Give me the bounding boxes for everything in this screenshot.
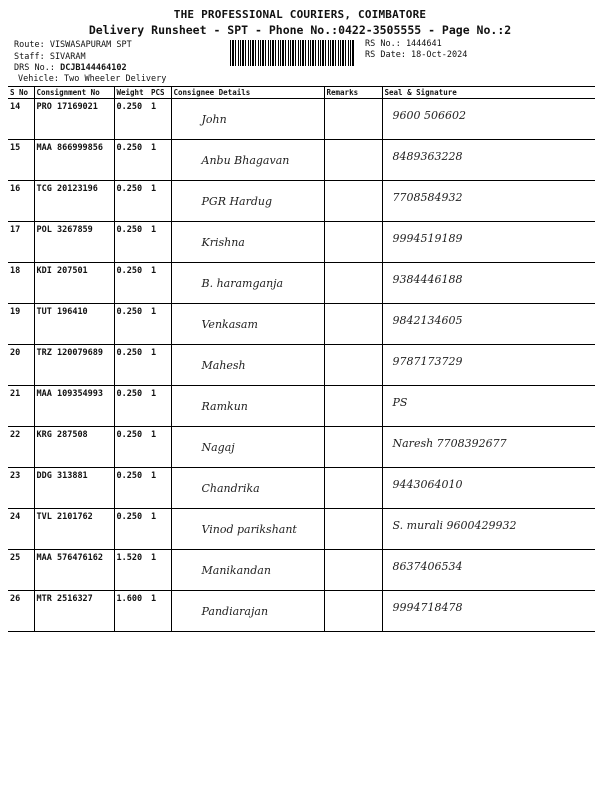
signature-handwriting: PS — [392, 396, 408, 409]
cell-consignment: MAA 866999856 — [34, 140, 114, 181]
cell-weight: 0.250 — [114, 140, 149, 181]
cell-sno: 19 — [8, 304, 34, 345]
consignee-handwriting: Venkasam — [201, 318, 258, 331]
cell-pcs: 1 — [149, 304, 171, 345]
drs-number: DCJB144464102 — [60, 63, 127, 73]
cell-consignee — [171, 263, 324, 304]
signature-handwriting: 9600 506602 — [392, 109, 466, 122]
runsheet-table — [8, 86, 595, 632]
table-row — [8, 550, 595, 591]
cell-remarks — [324, 591, 382, 632]
table-row — [8, 345, 595, 386]
col-consignee: Consignee Details — [171, 87, 324, 99]
cell-consignee — [171, 509, 324, 550]
table-row — [8, 181, 595, 222]
cell-weight: 0.250 — [114, 181, 149, 222]
cell-consignment: TCG 20123196 — [34, 181, 114, 222]
cell-sno: 23 — [8, 468, 34, 509]
table-row — [8, 386, 595, 427]
cell-sno: 22 — [8, 427, 34, 468]
signature-handwriting: Naresh 7708392677 — [392, 437, 507, 450]
signature-handwriting: 8637406534 — [392, 560, 463, 573]
cell-pcs: 1 — [149, 222, 171, 263]
cell-consignment: TVL 2101762 — [34, 509, 114, 550]
consignee-handwriting: B. haramganja — [201, 277, 284, 290]
cell-signature — [382, 427, 595, 468]
consignee-handwriting: Ramkun — [201, 400, 248, 413]
signature-handwriting: S. murali 9600429932 — [392, 519, 517, 532]
cell-weight: 0.250 — [114, 304, 149, 345]
cell-signature — [382, 468, 595, 509]
cell-pcs: 1 — [149, 386, 171, 427]
cell-pcs: 1 — [149, 99, 171, 140]
cell-consignee — [171, 468, 324, 509]
cell-sno: 15 — [8, 140, 34, 181]
cell-signature — [382, 222, 595, 263]
cell-consignment: MAA 576476162 — [34, 550, 114, 591]
cell-remarks — [324, 304, 382, 345]
cell-signature — [382, 140, 595, 181]
cell-consignee — [171, 222, 324, 263]
table-row — [8, 99, 595, 140]
cell-signature — [382, 263, 595, 304]
cell-consignment: MAA 109354993 — [34, 386, 114, 427]
consignee-handwriting: Nagaj — [201, 441, 235, 454]
cell-consignment: POL 3267859 — [34, 222, 114, 263]
col-sno: S No — [8, 87, 34, 99]
cell-weight: 0.250 — [114, 99, 149, 140]
cell-sno: 20 — [8, 345, 34, 386]
consignee-handwriting: Pandiarajan — [201, 605, 269, 618]
cell-pcs: 1 — [149, 468, 171, 509]
cell-consignee — [171, 345, 324, 386]
table-row — [8, 468, 595, 509]
staff-info: Staff: SIVARAM — [14, 52, 86, 62]
signature-handwriting: 8489363228 — [392, 150, 463, 163]
col-weight: Weight — [114, 87, 149, 99]
vehicle-info: Vehicle: Two Wheeler Delivery — [18, 74, 167, 84]
cell-signature — [382, 304, 595, 345]
cell-weight: 1.600 — [114, 591, 149, 632]
consignee-handwriting: Mahesh — [201, 359, 246, 372]
cell-remarks — [324, 386, 382, 427]
signature-handwriting: 9443064010 — [392, 478, 463, 491]
cell-weight: 1.520 — [114, 550, 149, 591]
barcode — [230, 40, 355, 66]
table-row — [8, 591, 595, 632]
table-row — [8, 263, 595, 304]
cell-sno: 26 — [8, 591, 34, 632]
consignee-handwriting: PGR Hardug — [201, 195, 273, 208]
cell-consignment: MTR 2516327 — [34, 591, 114, 632]
cell-sno: 18 — [8, 263, 34, 304]
signature-handwriting: 9994718478 — [392, 601, 463, 614]
signature-handwriting: 9842134605 — [392, 314, 463, 327]
cell-signature — [382, 99, 595, 140]
cell-remarks — [324, 550, 382, 591]
cell-pcs: 1 — [149, 509, 171, 550]
consignee-handwriting: Manikandan — [201, 564, 271, 577]
cell-pcs: 1 — [149, 591, 171, 632]
col-consignment: Consignment No — [34, 87, 114, 99]
cell-weight: 0.250 — [114, 427, 149, 468]
signature-handwriting: 9994519189 — [392, 232, 463, 245]
cell-consignee — [171, 427, 324, 468]
cell-consignment: KDI 207501 — [34, 263, 114, 304]
cell-consignee — [171, 591, 324, 632]
cell-remarks — [324, 427, 382, 468]
company-title: THE PROFESSIONAL COURIERS, COIMBATORE — [173, 8, 427, 21]
cell-consignment: PRO 17169021 — [34, 99, 114, 140]
cell-consignee — [171, 304, 324, 345]
cell-signature — [382, 181, 595, 222]
table-row — [8, 509, 595, 550]
route-info: Route: VISWASAPURAM SPT — [14, 40, 132, 50]
cell-weight: 0.250 — [114, 509, 149, 550]
signature-handwriting: 9787173729 — [392, 355, 463, 368]
signature-handwriting: 7708584932 — [392, 191, 463, 204]
cell-signature — [382, 345, 595, 386]
cell-signature — [382, 509, 595, 550]
consignee-handwriting: John — [201, 113, 227, 126]
cell-remarks — [324, 222, 382, 263]
cell-signature — [382, 386, 595, 427]
rs-date: RS Date: 18-Oct-2024 — [365, 50, 468, 60]
table-row — [8, 304, 595, 345]
cell-consignee — [171, 181, 324, 222]
drs-label: DRS No.: — [14, 63, 55, 73]
cell-consignee — [171, 386, 324, 427]
cell-remarks — [324, 345, 382, 386]
cell-consignment: TUT 196410 — [34, 304, 114, 345]
cell-pcs: 1 — [149, 181, 171, 222]
cell-consignee — [171, 99, 324, 140]
cell-sno: 16 — [8, 181, 34, 222]
cell-weight: 0.250 — [114, 386, 149, 427]
cell-pcs: 1 — [149, 263, 171, 304]
cell-sno: 21 — [8, 386, 34, 427]
cell-consignment: DDG 313881 — [34, 468, 114, 509]
table-row — [8, 222, 595, 263]
cell-remarks — [324, 468, 382, 509]
cell-weight: 0.250 — [114, 345, 149, 386]
consignee-handwriting: Anbu Bhagavan — [201, 154, 290, 167]
rs-number: RS No.: 1444641 — [365, 39, 442, 49]
cell-sno: 17 — [8, 222, 34, 263]
cell-signature — [382, 550, 595, 591]
consignee-handwriting: Krishna — [201, 236, 245, 249]
table-row — [8, 427, 595, 468]
table-row — [8, 140, 595, 181]
cell-pcs: 1 — [149, 140, 171, 181]
cell-remarks — [324, 509, 382, 550]
cell-weight: 0.250 — [114, 263, 149, 304]
col-signature: Seal & Signature — [382, 87, 595, 99]
cell-remarks — [324, 181, 382, 222]
consignee-handwriting: Vinod parikshant — [201, 523, 297, 536]
col-remarks: Remarks — [324, 87, 382, 99]
cell-consignment: TRZ 120079689 — [34, 345, 114, 386]
table-header-row — [8, 87, 595, 99]
cell-pcs: 1 — [149, 550, 171, 591]
cell-signature — [382, 591, 595, 632]
cell-remarks — [324, 263, 382, 304]
cell-sno: 25 — [8, 550, 34, 591]
cell-consignee — [171, 140, 324, 181]
cell-consignee — [171, 550, 324, 591]
cell-sno: 14 — [8, 99, 34, 140]
cell-sno: 24 — [8, 509, 34, 550]
cell-remarks — [324, 140, 382, 181]
runsheet-subtitle: Delivery Runsheet - SPT - Phone No.:0422-3505555 - Page No.:2 — [88, 23, 512, 37]
cell-consignment: KRG 287508 — [34, 427, 114, 468]
signature-handwriting: 9384446188 — [392, 273, 463, 286]
cell-weight: 0.250 — [114, 468, 149, 509]
consignee-handwriting: Chandrika — [201, 482, 260, 495]
cell-pcs: 1 — [149, 345, 171, 386]
cell-pcs: 1 — [149, 427, 171, 468]
col-pcs: PCS — [149, 87, 171, 99]
cell-remarks — [324, 99, 382, 140]
cell-weight: 0.250 — [114, 222, 149, 263]
drs-info — [14, 63, 127, 73]
